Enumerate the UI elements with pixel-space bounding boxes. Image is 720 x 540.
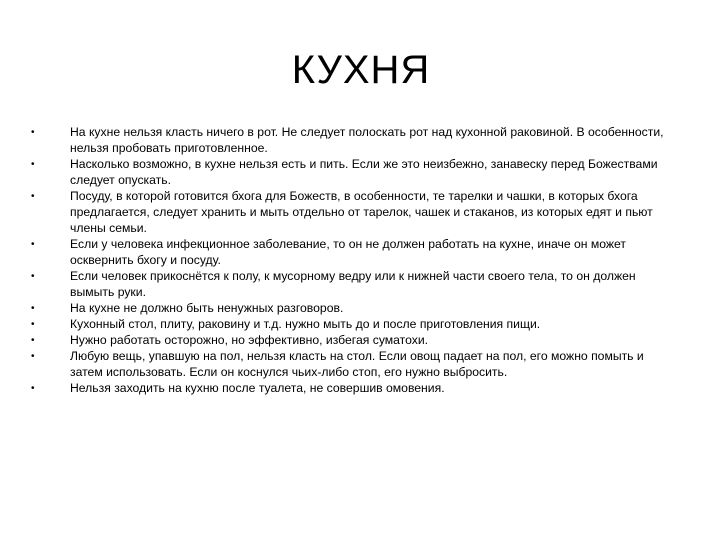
bullet-icon: • — [31, 271, 35, 282]
bullet-icon: • — [31, 319, 35, 330]
list-item — [0, 380, 720, 396]
list-item — [0, 124, 720, 156]
bullet-text: Насколько возможно, в кухне нельзя есть и пить. Если же это неизбежно, занавеску перед Божествами следует опускать. — [70, 157, 658, 187]
bullet-icon: • — [31, 191, 35, 202]
list-item — [0, 300, 720, 316]
bullet-text: Если человек прикоснётся к полу, к мусорному ведру или к нижней части своего тела, то он должен вымыть руки. — [70, 269, 636, 299]
bullet-text: Посуду, в которой готовится бхога для Божеств, в особенности, те тарелки и чашки, в которых бхога предлагается, следует хранить и мыть отдельно от тарелок, чашек и стаканов, из которых едят и пьют члены семьи. — [70, 189, 653, 235]
bullet-text: На кухне нельзя класть ничего в рот. Не следует полоскать рот над кухонной раковиной. В особенности, нельзя пробовать приготовленное. — [70, 125, 664, 155]
bullet-icon: • — [31, 335, 35, 346]
list-item — [0, 188, 720, 236]
bullet-icon: • — [31, 351, 35, 362]
list-item — [0, 156, 720, 188]
list-item — [0, 316, 720, 332]
list-item — [0, 348, 720, 380]
list-item — [0, 268, 720, 300]
list-item — [0, 236, 720, 268]
bullet-icon: • — [31, 239, 35, 250]
slide-title: КУХНЯ — [291, 48, 431, 92]
bullet-icon: • — [31, 159, 35, 170]
bullet-text: На кухне не должно быть ненужных разговоров. — [70, 301, 344, 315]
bullet-text: Если у человека инфекционное заболевание, то он не должен работать на кухне, иначе он может осквернить бхогу и посуду. — [70, 237, 627, 267]
bullet-icon: • — [31, 383, 35, 394]
bullet-text: Кухонный стол, плиту, раковину и т.д. нужно мыть до и после приготовления пищи. — [70, 317, 541, 331]
list-item — [0, 332, 720, 348]
bullet-icon: • — [31, 303, 35, 314]
bullet-text: Нужно работать осторожно, но эффективно, избегая суматохи. — [70, 333, 429, 347]
bullet-icon: • — [31, 127, 35, 138]
bullet-text: Нельзя заходить на кухню после туалета, не совершив омовения. — [70, 381, 445, 395]
bullet-list — [0, 124, 720, 396]
bullet-text: Любую вещь, упавшую на пол, нельзя класть на стол. Если овощ падает на пол, его можно помыть и затем использовать. Если он коснулся чьих-либо стоп, его нужно выбросить. — [70, 349, 644, 379]
